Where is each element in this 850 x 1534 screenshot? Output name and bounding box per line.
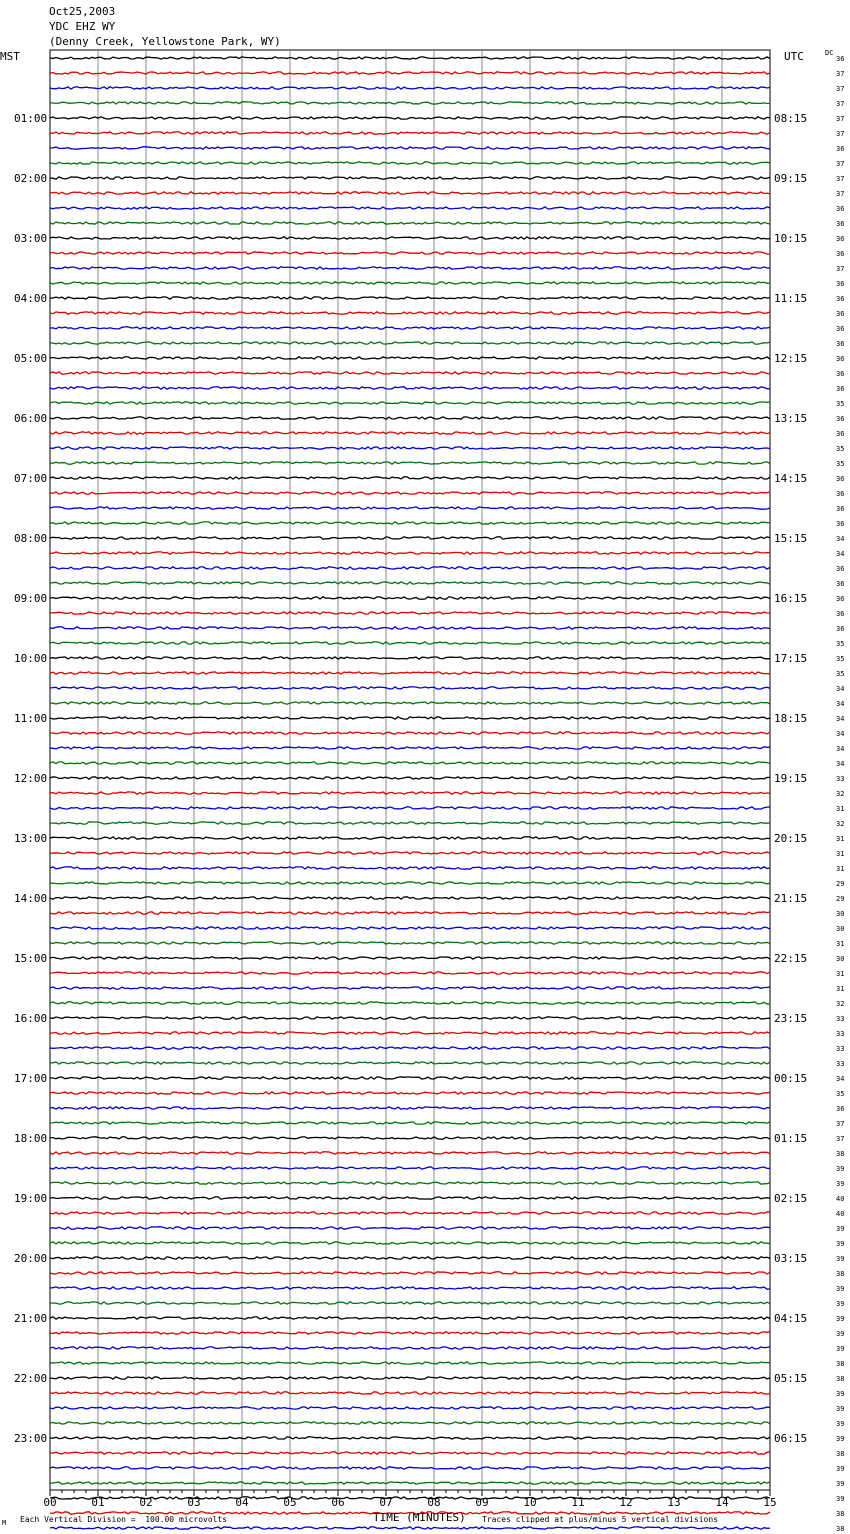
dc-offset-84: 39 [836, 1315, 845, 1323]
trace-34 [50, 567, 770, 569]
x-tick-label: 03 [187, 1496, 201, 1509]
dc-offset-64: 33 [836, 1015, 845, 1023]
dc-offset-22: 36 [836, 385, 845, 393]
trace-55 [50, 882, 770, 884]
trace-32 [50, 537, 770, 539]
dc-offset-44: 34 [836, 715, 845, 723]
dc-offset-72: 37 [836, 1135, 845, 1143]
trace-94 [50, 1467, 770, 1469]
right-hour-label: 11:15 [774, 292, 808, 305]
trace-24 [50, 417, 770, 419]
dc-offset-36: 36 [836, 595, 845, 603]
trace-10 [50, 207, 770, 209]
left-hour-label: 14:00 [14, 892, 48, 905]
trace-92 [50, 1437, 770, 1439]
trace-54 [50, 867, 770, 869]
trace-82 [50, 1287, 770, 1289]
dc-offset-89: 39 [836, 1390, 845, 1398]
x-tick-label: 13 [667, 1496, 681, 1509]
left-hour-label: 10:00 [14, 652, 48, 665]
dc-offset-95: 39 [836, 1480, 845, 1488]
dc-offset-13: 36 [836, 250, 845, 258]
left-hour-label: 22:00 [14, 1372, 48, 1385]
dc-offset-77: 40 [836, 1210, 845, 1218]
dc-offset-60: 30 [836, 955, 845, 963]
dc-offset-18: 36 [836, 325, 845, 333]
dc-offset-27: 35 [836, 460, 845, 468]
dc-offset-86: 39 [836, 1345, 845, 1353]
trace-65 [50, 1032, 770, 1034]
trace-69 [50, 1092, 770, 1094]
dc-offset-56: 29 [836, 895, 845, 903]
trace-29 [50, 492, 770, 494]
right-hour-label: 08:15 [774, 112, 808, 125]
x-tick-label: 11 [571, 1496, 585, 1509]
dc-offset-35: 36 [836, 580, 845, 588]
trace-12 [50, 237, 770, 239]
x-tick-label: 02 [139, 1496, 153, 1509]
trace-17 [50, 312, 770, 314]
dc-offset-83: 39 [836, 1300, 845, 1308]
dc-offset-39: 35 [836, 640, 845, 648]
dc-offset-6: 36 [836, 145, 845, 153]
dc-offset-80: 39 [836, 1255, 845, 1263]
dc-offset-58: 30 [836, 925, 845, 933]
trace-98 [50, 1527, 770, 1529]
trace-28 [50, 477, 770, 479]
right-hour-label: 16:15 [774, 592, 808, 605]
dc-offset-24: 36 [836, 415, 845, 423]
dc-offset-52: 31 [836, 835, 845, 843]
x-tick-label: 07 [379, 1496, 393, 1509]
dc-offset-40: 35 [836, 655, 845, 663]
trace-44 [50, 717, 770, 719]
trace-41 [50, 672, 770, 674]
left-hour-label: 04:00 [14, 292, 48, 305]
dc-offset-37: 36 [836, 610, 845, 618]
dc-offset-15: 36 [836, 280, 845, 288]
trace-15 [50, 282, 770, 284]
trace-85 [50, 1332, 770, 1334]
dc-offset-91: 39 [836, 1420, 845, 1428]
trace-84 [50, 1317, 770, 1319]
dc-offset-header: DC [825, 49, 834, 57]
right-hour-label: 22:15 [774, 952, 808, 965]
trace-21 [50, 372, 770, 374]
right-hour-label: 12:15 [774, 352, 808, 365]
trace-4 [50, 117, 770, 119]
dc-offset-98: 38 [836, 1525, 845, 1533]
trace-36 [50, 597, 770, 599]
dc-offset-96: 39 [836, 1495, 845, 1503]
dc-offset-32: 34 [836, 535, 845, 543]
trace-22 [50, 387, 770, 389]
trace-52 [50, 837, 770, 839]
trace-51 [50, 822, 770, 824]
trace-90 [50, 1407, 770, 1409]
dc-offset-59: 31 [836, 940, 845, 948]
dc-offset-30: 36 [836, 505, 845, 513]
trace-89 [50, 1392, 770, 1394]
left-hour-label: 02:00 [14, 172, 48, 185]
trace-75 [50, 1182, 770, 1184]
dc-offset-97: 38 [836, 1510, 845, 1518]
dc-offset-0: 36 [836, 55, 845, 63]
x-tick-label: 06 [331, 1496, 345, 1509]
dc-offset-85: 39 [836, 1330, 845, 1338]
right-hour-label: 20:15 [774, 832, 808, 845]
right-timezone-label: UTC [784, 50, 804, 63]
right-hour-label: 14:15 [774, 472, 808, 485]
x-tick-label: 10 [523, 1496, 537, 1509]
left-hour-label: 17:00 [14, 1072, 48, 1085]
dc-offset-82: 39 [836, 1285, 845, 1293]
corner-mark: M [2, 1519, 7, 1527]
trace-57 [50, 912, 770, 914]
right-hour-label: 21:15 [774, 892, 808, 905]
trace-42 [50, 687, 770, 689]
trace-88 [50, 1377, 770, 1379]
dc-offset-26: 35 [836, 445, 845, 453]
trace-37 [50, 612, 770, 614]
dc-offset-10: 36 [836, 205, 845, 213]
trace-73 [50, 1152, 770, 1154]
left-hour-label: 07:00 [14, 472, 48, 485]
dc-offset-14: 37 [836, 265, 845, 273]
left-hour-label: 09:00 [14, 592, 48, 605]
left-hour-label: 11:00 [14, 712, 48, 725]
dc-offset-81: 38 [836, 1270, 845, 1278]
dc-offset-67: 33 [836, 1060, 845, 1068]
dc-offset-8: 37 [836, 175, 845, 183]
dc-offset-90: 39 [836, 1405, 845, 1413]
trace-49 [50, 792, 770, 794]
x-axis-label: TIME (MINUTES) [373, 1511, 466, 1524]
trace-16 [50, 297, 770, 299]
x-tick-label: 05 [283, 1496, 297, 1509]
trace-27 [50, 462, 770, 464]
trace-25 [50, 432, 770, 434]
x-tick-label: 15 [763, 1496, 777, 1509]
dc-offset-88: 38 [836, 1375, 845, 1383]
trace-13 [50, 252, 770, 254]
right-hour-label: 13:15 [774, 412, 808, 425]
right-hour-label: 15:15 [774, 532, 808, 545]
trace-7 [50, 162, 770, 164]
dc-offset-51: 32 [836, 820, 845, 828]
dc-offset-47: 34 [836, 760, 845, 768]
dc-offset-69: 35 [836, 1090, 845, 1098]
dc-offset-38: 36 [836, 625, 845, 633]
trace-76 [50, 1197, 770, 1199]
dc-offset-53: 31 [836, 850, 845, 858]
left-hour-label: 13:00 [14, 832, 48, 845]
dc-offset-87: 38 [836, 1360, 845, 1368]
dc-offset-20: 36 [836, 355, 845, 363]
trace-61 [50, 972, 770, 974]
x-tick-label: 12 [619, 1496, 633, 1509]
dc-offset-19: 36 [836, 340, 845, 348]
left-hour-label: 21:00 [14, 1312, 48, 1325]
left-hour-label: 06:00 [14, 412, 48, 425]
dc-offset-63: 32 [836, 1000, 845, 1008]
right-hour-label: 18:15 [774, 712, 808, 725]
dc-offset-12: 36 [836, 235, 845, 243]
trace-40 [50, 657, 770, 659]
trace-81 [50, 1272, 770, 1274]
dc-offset-71: 37 [836, 1120, 845, 1128]
trace-2 [50, 87, 770, 89]
dc-offset-28: 36 [836, 475, 845, 483]
right-hour-label: 10:15 [774, 232, 808, 245]
dc-offset-25: 36 [836, 430, 845, 438]
right-hour-label: 09:15 [774, 172, 808, 185]
dc-offset-57: 30 [836, 910, 845, 918]
x-tick-label: 09 [475, 1496, 489, 1509]
dc-offset-34: 36 [836, 565, 845, 573]
dc-offset-66: 33 [836, 1045, 845, 1053]
trace-71 [50, 1122, 770, 1124]
right-hour-label: 03:15 [774, 1252, 808, 1265]
trace-78 [50, 1227, 770, 1229]
right-hour-label: 02:15 [774, 1192, 808, 1205]
dc-offset-2: 37 [836, 85, 845, 93]
trace-50 [50, 807, 770, 809]
dc-offset-21: 36 [836, 370, 845, 378]
trace-96 [50, 1497, 770, 1499]
dc-offset-45: 34 [836, 730, 845, 738]
dc-offset-55: 29 [836, 880, 845, 888]
dc-offset-48: 33 [836, 775, 845, 783]
trace-62 [50, 987, 770, 989]
dc-offset-62: 31 [836, 985, 845, 993]
left-hour-label: 01:00 [14, 112, 48, 125]
dc-offset-49: 32 [836, 790, 845, 798]
x-tick-label: 04 [235, 1496, 249, 1509]
dc-offset-1: 37 [836, 70, 845, 78]
trace-86 [50, 1347, 770, 1349]
x-tick-label: 14 [715, 1496, 729, 1509]
trace-74 [50, 1167, 770, 1169]
left-hour-label: 05:00 [14, 352, 48, 365]
dc-offset-46: 34 [836, 745, 845, 753]
left-hour-label: 19:00 [14, 1192, 48, 1205]
trace-23 [50, 402, 770, 404]
dc-offset-9: 37 [836, 190, 845, 198]
left-hour-label: 23:00 [14, 1432, 48, 1445]
dc-offset-31: 36 [836, 520, 845, 528]
trace-47 [50, 762, 770, 764]
dc-offset-74: 39 [836, 1165, 845, 1173]
right-hour-label: 04:15 [774, 1312, 808, 1325]
trace-35 [50, 582, 770, 584]
left-hour-label: 16:00 [14, 1012, 48, 1025]
x-tick-label: 01 [91, 1496, 105, 1509]
dc-offset-7: 37 [836, 160, 845, 168]
trace-87 [50, 1362, 770, 1364]
trace-11 [50, 222, 770, 224]
dc-offset-65: 33 [836, 1030, 845, 1038]
dc-offset-78: 39 [836, 1225, 845, 1233]
right-hour-label: 06:15 [774, 1432, 808, 1445]
trace-45 [50, 732, 770, 734]
trace-48 [50, 777, 770, 779]
chart-date: Oct25,2003 [49, 5, 116, 18]
trace-39 [50, 642, 770, 644]
left-hour-label: 12:00 [14, 772, 48, 785]
left-timezone-label: MST [0, 50, 20, 63]
dc-offset-70: 36 [836, 1105, 845, 1113]
trace-59 [50, 942, 770, 944]
plot-frame [50, 50, 770, 1490]
trace-20 [50, 357, 770, 359]
dc-offset-61: 31 [836, 970, 845, 978]
trace-31 [50, 522, 770, 524]
station-name: YDC EHZ WY [49, 20, 116, 33]
trace-63 [50, 1002, 770, 1004]
trace-80 [50, 1257, 770, 1259]
dc-offset-17: 36 [836, 310, 845, 318]
left-hour-label: 18:00 [14, 1132, 48, 1145]
dc-offset-29: 36 [836, 490, 845, 498]
dc-offset-42: 34 [836, 685, 845, 693]
dc-offset-79: 39 [836, 1240, 845, 1248]
trace-70 [50, 1107, 770, 1109]
right-hour-label: 05:15 [774, 1372, 808, 1385]
left-hour-label: 15:00 [14, 952, 48, 965]
trace-8 [50, 177, 770, 179]
trace-53 [50, 852, 770, 854]
dc-offset-4: 37 [836, 115, 845, 123]
trace-43 [50, 702, 770, 704]
trace-56 [50, 897, 770, 899]
dc-offset-73: 38 [836, 1150, 845, 1158]
x-tick-label: 08 [427, 1496, 441, 1509]
dc-offset-75: 39 [836, 1180, 845, 1188]
dc-offset-5: 37 [836, 130, 845, 138]
trace-93 [50, 1452, 770, 1454]
trace-26 [50, 447, 770, 449]
trace-91 [50, 1422, 770, 1424]
station-location: (Denny Creek, Yellowstone Park, WY) [49, 35, 281, 48]
dc-offset-68: 34 [836, 1075, 845, 1083]
dc-offset-54: 31 [836, 865, 845, 873]
trace-77 [50, 1212, 770, 1214]
dc-offset-33: 34 [836, 550, 845, 558]
trace-72 [50, 1137, 770, 1139]
trace-0 [50, 57, 770, 59]
clip-note: Traces clipped at plus/minus 5 vertical divisions [482, 1515, 719, 1524]
trace-38 [50, 627, 770, 629]
trace-60 [50, 957, 770, 959]
left-hour-label: 08:00 [14, 532, 48, 545]
trace-66 [50, 1047, 770, 1049]
dc-offset-43: 34 [836, 700, 845, 708]
trace-67 [50, 1062, 770, 1064]
dc-offset-23: 35 [836, 400, 845, 408]
trace-14 [50, 267, 770, 269]
right-hour-label: 00:15 [774, 1072, 808, 1085]
right-hour-label: 23:15 [774, 1012, 808, 1025]
dc-offset-94: 39 [836, 1465, 845, 1473]
right-hour-label: 17:15 [774, 652, 808, 665]
trace-9 [50, 192, 770, 194]
dc-offset-93: 38 [836, 1450, 845, 1458]
trace-79 [50, 1242, 770, 1244]
right-hour-label: 19:15 [774, 772, 808, 785]
x-tick-label: 00 [43, 1496, 57, 1509]
scale-note: Each Vertical Division = 100.00 microvolts [20, 1515, 228, 1524]
dc-offset-11: 36 [836, 220, 845, 228]
trace-18 [50, 327, 770, 329]
trace-58 [50, 927, 770, 929]
trace-68 [50, 1077, 770, 1079]
dc-offset-50: 31 [836, 805, 845, 813]
right-hour-label: 01:15 [774, 1132, 808, 1145]
dc-offset-16: 36 [836, 295, 845, 303]
trace-95 [50, 1482, 770, 1484]
trace-3 [50, 102, 770, 104]
dc-offset-3: 37 [836, 100, 845, 108]
dc-offset-92: 39 [836, 1435, 845, 1443]
trace-19 [50, 342, 770, 344]
dc-offset-76: 40 [836, 1195, 845, 1203]
left-hour-label: 20:00 [14, 1252, 48, 1265]
dc-offset-41: 35 [836, 670, 845, 678]
trace-6 [50, 147, 770, 149]
trace-1 [50, 72, 770, 74]
trace-30 [50, 507, 770, 509]
trace-83 [50, 1302, 770, 1304]
trace-33 [50, 552, 770, 554]
left-hour-label: 03:00 [14, 232, 48, 245]
trace-64 [50, 1017, 770, 1019]
trace-46 [50, 747, 770, 749]
trace-5 [50, 132, 770, 134]
